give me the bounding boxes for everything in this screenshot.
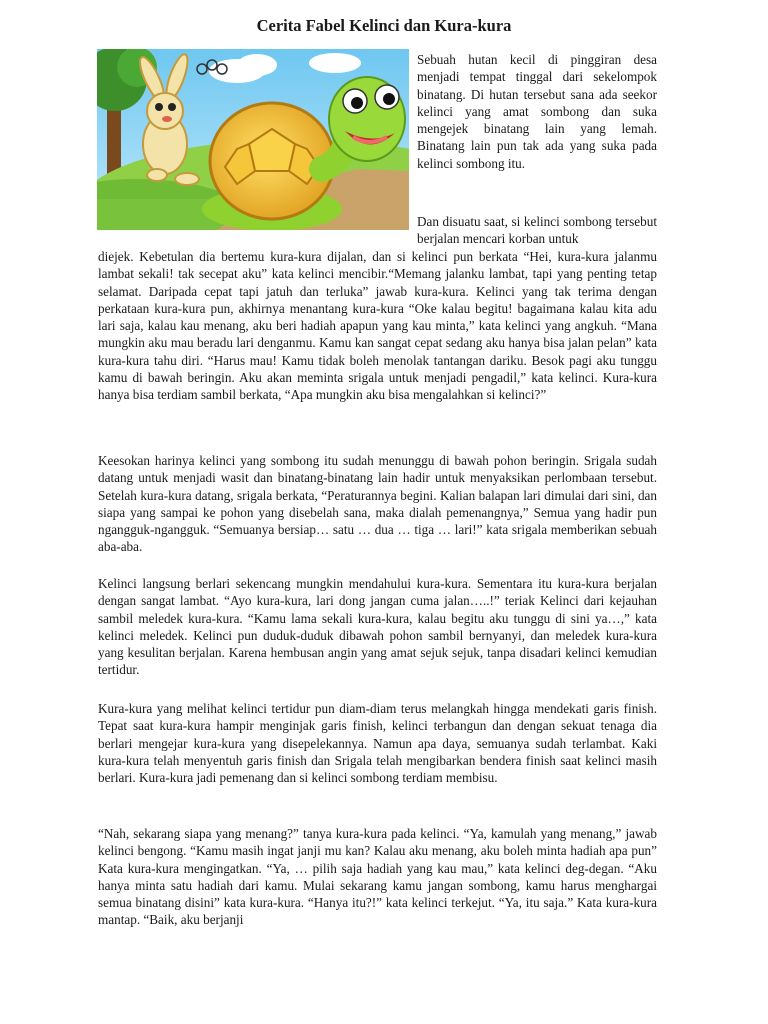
paragraph-6: “Nah, sekarang siapa yang menang?” tanya kura-kura pada kelinci. “Ya, kamulah yang menang,” jawab kelinci bengong. “Kamu masih ingat janji mu kan? Kalau aku menang, aku boleh minta hadiah apa pun” Kata kura-kura mengingatkan. “Ya, … pilih saja hadiah yang kau mau,” kata kelinci deg-degan. “Aku hanya minta satu hadiah dari kamu. Mulai sekarang kamu jangan sombong, kamu harus menghargai semua binatang disini” kata kura-kura. “Hanya itu?!” kata kelinci terkejut. “Ya, itu saja.” Kata kura-kura mantap. “Baik, aku berjanji <box>98 826 657 928</box>
document-title: Cerita Fabel Kelinci dan Kura-kura <box>256 16 512 35</box>
paragraph-2-continued: diejek. Kebetulan dia bertemu kura-kura dijalan, dan si kelinci pun berkata “Hei, kura-kura jalanmu lambat sekali! tak secepat aku” kata kelinci mencibir.“Memang jalanku lambat, tapi yang penting tetap selamat. Daripada cepat tapi jatuh dan terluka” jawab kura-kura. Kelinci yang tak terima dengan perkataan kura-kura pun, akhirnya menantang kura-kura “Oke kalau begitu! bagaimana kalau kita adu lari saja, kalau kau menang, aku beri hadiah apapun yang kau minta,” kata kelinci yang angkuh. “Mana mungkin aku mau beradu lari denganmu. Kamu kan sangat cepat sedang aku hanya bisa jalan pelan” kata kura-kura tahu diri. “Harus mau! Kamu tidak boleh menolak tantangan dariku. Besok pagi aku tunggu kamu di bawah beringin. Aku akan meminta srigala untuk menjadi pengadil,” kata kelinci. Kura-kura hanya bisa terdiam sambil berkata, “Apa mungkin aku bisa mengalahkan si kelinci?” <box>98 249 657 403</box>
paragraph-3: Keesokan harinya kelinci yang sombong itu sudah menunggu di bawah pohon beringin. Srigala sudah datang untuk menjadi wasit dan binatang-binatang lain hadir untuk menyaksikan perlombaan tersebut. Setelah kura-kura datang, srigala berkata, “Peraturannya begini. Kalian balapan lari dimulai dari sini, dan siapa yang sampai ke pohon yang disebelah sana, maka dialah pemenangnya,” Semua yang hadir pun ngangguk-ngangguk. “Semuanya bersiap… satu … dua … tiga … lari!” kata srigala memberikan sebuah aba-aba. <box>98 453 657 555</box>
paragraph-intro: Sebuah hutan kecil di pinggiran desa menjadi tempat tinggal dari sekelompok binatang. Di hutan tersebut sana ada seekor kelinci yang amat sombong dan suka mengejek binatang lain yang lemah. Binatang lain pun tak ada yang suka pada kelinci sombong itu. <box>417 52 657 171</box>
illustration-svg <box>97 49 409 230</box>
paragraph-5: Kura-kura yang melihat kelinci tertidur pun diam-diam terus melangkah hingga mendekati garis finish. Tepat saat kura-kura hampir menginjak garis finish, kelinci terbangun dan dengan sekuat tenaga dia berlari mengejar kura-kura yang disepelekannya. Namun apa daya, semuanya sudah terlambat. Kaki kura-kura telah menyentuh garis finish dan Srigala telah mengibarkan bendera finish saat kelinci masih berlari. Kura-kura jadi pemenang dan si kelinci sombong terdiam membisu. <box>98 701 657 786</box>
rabbit-and-turtle-illustration <box>97 49 409 230</box>
paragraph-2-start: Dan disuatu saat, si kelinci sombong tersebut berjalan mencari korban untuk <box>417 214 657 247</box>
paragraph-4: Kelinci langsung berlari sekencang mungkin mendahului kura-kura. Sementara itu kura-kura berjalan dengan sangat lambat. “Ayo kura-kura, lari dong jangan cuma jalan…..!” teriak Kelinci dari kejauhan sambil meledek kura-kura. “Kamu lama sekali kura-kura, kalau begitu aku tunggu di sini ya…,” kata kelinci meledek. Kelinci pun duduk-duduk dibawah pohon sambil bernyanyi, dan meledek kura-kura yang kesulitan berjalan. Karena hembusan angin yang amat sejuk sejuk, tanpa disadari kelinci kemudian tertidur. <box>98 576 657 678</box>
